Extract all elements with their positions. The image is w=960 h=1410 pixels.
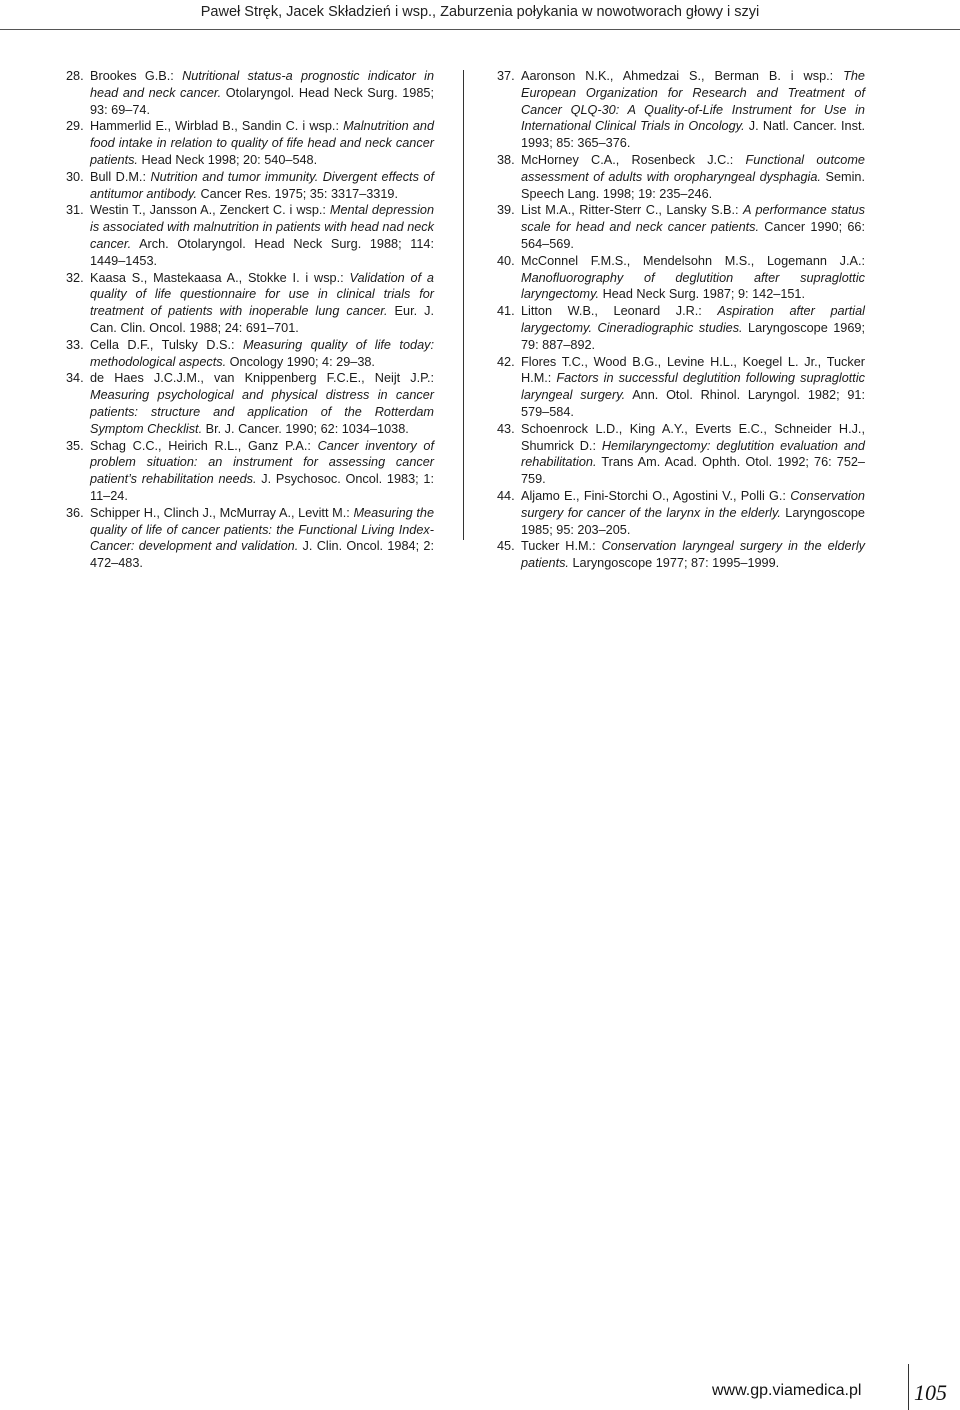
- reference-authors: Schag C.C., Heirich R.L., Ganz P.A.:: [90, 438, 318, 453]
- reference-item: [497, 354, 865, 421]
- reference-title: Measuring psychological and physical distress in cancer patients: structure and application of the Rotterdam Symptom Checklist.: [90, 388, 434, 436]
- reference-item: [66, 270, 434, 337]
- reference-number: 37.: [497, 69, 515, 83]
- reference-item: [66, 505, 434, 572]
- reference-source: Head Neck Surg. 1987; 9: 142–151.: [599, 287, 806, 302]
- reference-authors: Westin T., Jansson A., Zenckert C. i wsp.:: [90, 203, 330, 218]
- reference-source: Trans Am. Acad. Ophth. Otol. 1992; 76: 752–759.: [521, 455, 865, 487]
- reference-authors: List M.A., Ritter-Sterr C., Lansky S.B.:: [521, 203, 744, 218]
- reference-title: Hemilaryngectomy: deglutition evaluation and rehabilitation.: [521, 438, 865, 470]
- reference-authors: McConnel F.M.S., Mendelsohn M.S., Logemann J.A.:: [521, 253, 865, 268]
- reference-authors: Brookes G.B.:: [90, 69, 183, 83]
- reference-number: 40.: [497, 253, 515, 268]
- reference-item: [497, 68, 865, 152]
- reference-number: 33.: [66, 337, 84, 352]
- reference-title: Functional outcome assessment of adults with oropharyngeal dysphagia.: [521, 152, 865, 184]
- reference-item: [497, 488, 865, 538]
- reference-title: Conservation laryngeal surgery in the elderly patients.: [521, 539, 865, 571]
- reference-title: Nutrition and tumor immunity. Divergent effects of antitumor antibody.: [90, 169, 435, 201]
- reference-authors: Tucker H.M.:: [521, 539, 602, 554]
- reference-title: Aspiration after partial larygectomy. Cineradiographic studies.: [521, 304, 865, 335]
- reference-authors: Cella D.F., Tulsky D.S.:: [90, 337, 243, 352]
- reference-title: Factors in successful deglutition following supraglottic laryngeal surgery.: [521, 371, 865, 403]
- reference-authors: Aljamo E., Fini-Storchi O., Agostini V., Polli G.:: [521, 488, 791, 503]
- reference-number: 30.: [66, 169, 84, 184]
- reference-authors: de Haes J.C.J.M., van Knippenberg F.C.E., Neijt J.P.:: [90, 371, 434, 386]
- reference-title: A performance status scale for head and neck cancer patients.: [521, 203, 865, 235]
- references-right-column: [497, 68, 865, 572]
- reference-item: [66, 68, 434, 118]
- reference-source: Laryngoscope 1985; 95: 203–205.: [521, 505, 865, 537]
- reference-title: Nutritional status-a prognostic indicator in head and neck cancer.: [90, 69, 434, 100]
- reference-item: [497, 538, 865, 572]
- reference-item: [66, 202, 434, 269]
- reference-title: Malnutrition and food intake in relation to quality of fife head and neck cancer patients.: [90, 119, 434, 167]
- reference-number: 31.: [66, 203, 84, 218]
- reference-source: Cancer Res. 1975; 35: 3317–3319.: [196, 186, 398, 201]
- reference-number: 34.: [66, 371, 84, 386]
- reference-item: [497, 303, 865, 353]
- reference-authors: Flores T.C., Wood B.G., Levine H.L., Koegel L. Jr., Tucker H.M.:: [521, 354, 865, 386]
- reference-title: Mental depression is associated with malnutrition in patients with head nad neck cancer.: [90, 203, 434, 251]
- reference-source: J. Clin. Oncol. 1984; 2: 472–483.: [90, 539, 434, 571]
- reference-authors: Kaasa S., Mastekaasa A., Stokke I. i wsp.:: [90, 270, 350, 285]
- reference-number: 43.: [497, 421, 515, 436]
- reference-number: 29.: [66, 119, 84, 134]
- reference-item: [497, 421, 865, 488]
- references-left-column: [66, 68, 434, 572]
- reference-title: Manofluorography of deglutition after supraglottic laryngectomy.: [521, 270, 865, 302]
- reference-source: Oncology 1990; 4: 29–38.: [226, 354, 375, 369]
- reference-item: [66, 337, 434, 371]
- footer-divider: [908, 1364, 909, 1410]
- reference-source: J. Natl. Cancer. Inst. 1993; 85: 365–376.: [521, 119, 865, 151]
- reference-authors: Aaronson N.K., Ahmedzai S., Berman B. i wsp.:: [521, 69, 844, 83]
- reference-authors: Litton W.B., Leonard J.R.:: [521, 304, 718, 319]
- reference-item: [497, 253, 865, 303]
- reference-title: Measuring quality of life today: methodological aspects.: [90, 337, 434, 369]
- running-header: [0, 0, 960, 30]
- reference-title: Validation of a quality of life questionnaire for use in clinical trials for treatment of patients with inoperable lung cancer.: [90, 270, 434, 319]
- reference-source: J. Psychosoc. Oncol. 1983; 1: 11–24.: [90, 472, 434, 503]
- reference-source: Br. J. Cancer. 1990; 62: 1034–1038.: [202, 421, 409, 436]
- reference-number: 38.: [497, 152, 515, 167]
- reference-authors: Hammerlid E., Wirblad B., Sandin C. i wsp.:: [90, 119, 344, 134]
- reference-authors: Schoenrock L.D., King A.Y., Everts E.C., Schneider H.J., Shumrick D.:: [521, 421, 865, 453]
- running-title: Paweł Stręk, Jacek Składzień i wsp., Zaburzenia połykania w nowotworach głowy i szyi: [200, 4, 760, 20]
- reference-number: 28.: [66, 69, 84, 83]
- reference-item: [66, 118, 434, 168]
- reference-source: Laryngoscope 1969; 79: 887–892.: [521, 320, 865, 352]
- reference-title: Measuring the quality of life of cancer patients: the Functional Living Index-Cancer: development and validation.: [90, 505, 434, 554]
- reference-item: [497, 152, 865, 202]
- reference-item: [66, 169, 434, 203]
- reference-number: 41.: [497, 304, 515, 319]
- reference-number: 35.: [66, 438, 84, 453]
- reference-source: Cancer 1990; 66: 564–569.: [521, 220, 865, 251]
- column-divider: [463, 70, 464, 540]
- reference-number: 39.: [497, 203, 515, 218]
- reference-number: 32.: [66, 270, 84, 285]
- reference-source: Arch. Otolaryngol. Head Neck Surg. 1988; 114: 1449–1453.: [90, 236, 434, 268]
- page-number: 105: [914, 1380, 947, 1405]
- reference-number: 42.: [497, 354, 515, 369]
- reference-number: 36.: [66, 505, 84, 520]
- reference-authors: Schipper H., Clinch J., McMurray A., Levitt M.:: [90, 505, 354, 520]
- reference-source: Head Neck 1998; 20: 540–548.: [137, 152, 318, 167]
- reference-source: Ann. Otol. Rhinol. Laryngol. 1982; 91: 579–584.: [521, 388, 865, 419]
- reference-source: Eur. J. Can. Clin. Oncol. 1988; 24: 691–701.: [90, 304, 434, 335]
- reference-source: Laryngoscope 1977; 87: 1995–1999.: [568, 556, 780, 571]
- journal-website-link[interactable]: www.gp.viamedica.pl: [712, 1382, 862, 1399]
- reference-number: 44.: [497, 488, 515, 503]
- reference-item: [66, 438, 434, 505]
- reference-title: Cancer inventory of problem situation: an instrument for assessing cancer patient’s rehabilitation needs.: [90, 438, 434, 487]
- reference-source: Semin. Speech Lang. 1998; 19: 235–246.: [521, 169, 865, 201]
- reference-source: Otolaryngol. Head Neck Surg. 1985; 93: 69–74.: [90, 85, 434, 117]
- reference-title: The European Organization for Research and Treatment of Cancer QLQ-30: A Quality-of-Life Instrument for Use in International Clinical Trials in Oncology.: [521, 69, 865, 134]
- reference-item: [497, 202, 865, 252]
- reference-number: 45.: [497, 539, 515, 554]
- reference-item: [66, 370, 434, 437]
- reference-authors: McHorney C.A., Rosenbeck J.C.:: [521, 152, 746, 167]
- reference-authors: Bull D.M.:: [90, 169, 151, 184]
- reference-title: Conservation surgery for cancer of the larynx in the elderly.: [521, 488, 865, 520]
